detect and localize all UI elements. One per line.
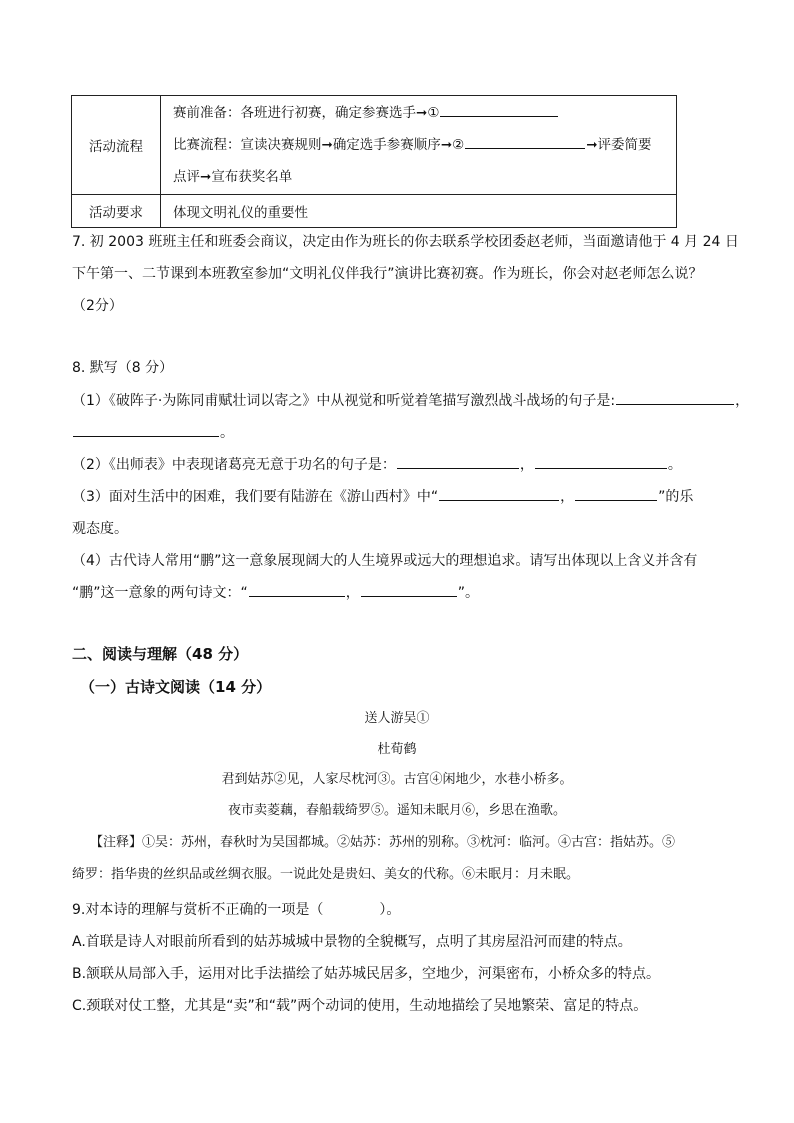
q9-option-b[interactable]: B.颔联从局部入手，运用对比手法描绘了姑苏城民居多，空地少，河渠密布，小桥众多的特点。 — [72, 966, 661, 982]
answer-blank[interactable] — [440, 115, 558, 117]
answer-blank[interactable] — [535, 467, 667, 469]
arrow-icon: ➞ — [321, 137, 333, 153]
row-label-requirement: 活动要求 — [72, 195, 161, 228]
q8-item4-line2: “鹏”这一意象的两句诗文：“ ， ”。 — [72, 585, 480, 601]
activity-table — [71, 95, 677, 228]
section-heading: 二、阅读与理解（48 分） — [72, 645, 249, 663]
q9-option-a[interactable]: A.首联是诗人对眼前所看到的姑苏城城中景物的全貌概写，点明了其房屋沿河而建的特点。 — [72, 934, 632, 950]
answer-blank[interactable] — [361, 595, 457, 597]
q8-item2: （2）《出师表》中表现诸葛亮无意于功名的句子是： ， 。 — [72, 457, 682, 473]
q9-option-c[interactable]: C.颈联对仗工整，尤其是“卖”和“载”两个动词的使用，生动地描绘了吴地繁荣、富足的特点。 — [72, 998, 648, 1014]
table-row — [72, 96, 677, 195]
q8-item1: （1）《破阵子·为陈同甫赋壮词以寄之》中从视觉和听觉着笔描写激烈战斗战场的句子是: ， — [72, 393, 750, 409]
answer-blank[interactable] — [465, 147, 585, 149]
answer-blank[interactable] — [575, 499, 657, 501]
flow-line: 比赛流程：宣读决赛规则➞确定选手参赛顺序➞② ➞评委简要 — [173, 137, 652, 153]
q8-title: 8. 默写（8 分） — [72, 360, 174, 376]
arrow-icon: ➞ — [586, 137, 598, 153]
answer-blank[interactable] — [73, 435, 219, 437]
notes-line2: 绮罗：指华贵的丝织品或丝绸衣服。一说此处是贵妇、美女的代称。⑥未眠月：月未眠。 — [72, 867, 580, 882]
poem-author: 杜荀鹤 — [377, 742, 417, 757]
answer-blank[interactable] — [249, 595, 345, 597]
answer-blank[interactable] — [439, 499, 559, 501]
answer-blank[interactable] — [397, 467, 519, 469]
row-label-flow: 活动流程 — [72, 96, 161, 195]
prep-line: 赛前准备：各班进行初赛，确定参赛选手➞① — [173, 97, 675, 129]
flow-line-2: 点评➞宣布获奖名单 — [173, 169, 293, 185]
q8-item1-cont: 。 — [72, 417, 722, 449]
poem-line1: 君到姑苏②见，人家尽枕河③。古宫④闲地少，水巷小桥多。 — [221, 772, 573, 787]
arrow-icon: ➞ — [440, 137, 453, 153]
q8-item3: （3）面对生活中的困难，我们要有陆游在《游山西村》中“ ， ”的乐 — [72, 489, 694, 505]
notes-line1: 【注释】①吴：苏州，春秋时为吴国都城。②姑苏：苏州的别称。③枕河：临河。④古宫：指姑苏。⑤ — [90, 835, 676, 850]
q8-item4-line1: （4）古代诗人常用“鹏”这一意象展现阔大的人生境界或远大的理想追求。请写出体现以上含义并含有 — [72, 553, 698, 569]
table-row — [72, 195, 677, 228]
sub-heading: （一）古诗文阅读（14 分） — [80, 678, 272, 696]
requirement-cell: 体现文明礼仪的重要性 — [161, 195, 677, 228]
q7-line1: 7. 初 2003 班班主任和班委会商议，决定由作为班长的你去联系学校团委赵老师，当面邀请他于 4 月 24 日 — [72, 234, 739, 250]
q7-line3: （2分） — [72, 298, 123, 314]
q7-line2: 下午第一、二节课到本班教室参加“文明礼仪伴我行”演讲比赛初赛。作为班长，你会对赵老师怎么说？ — [72, 266, 703, 282]
poem-title: 送人游吴① — [364, 711, 430, 726]
poem-line2: 夜市卖菱藕，春船载绮罗⑤。遥知未眠月⑥，乡思在渔歌。 — [227, 803, 566, 818]
answer-blank[interactable] — [616, 403, 734, 405]
flow-cell — [161, 96, 677, 195]
arrow-icon: ➞ — [416, 105, 428, 121]
q8-item3-cont: 观态度。 — [72, 521, 128, 537]
q9-stem: 9.对本诗的理解与赏析不正确的一项是（ ）。 — [72, 902, 401, 918]
arrow-icon: ➞ — [200, 169, 212, 185]
